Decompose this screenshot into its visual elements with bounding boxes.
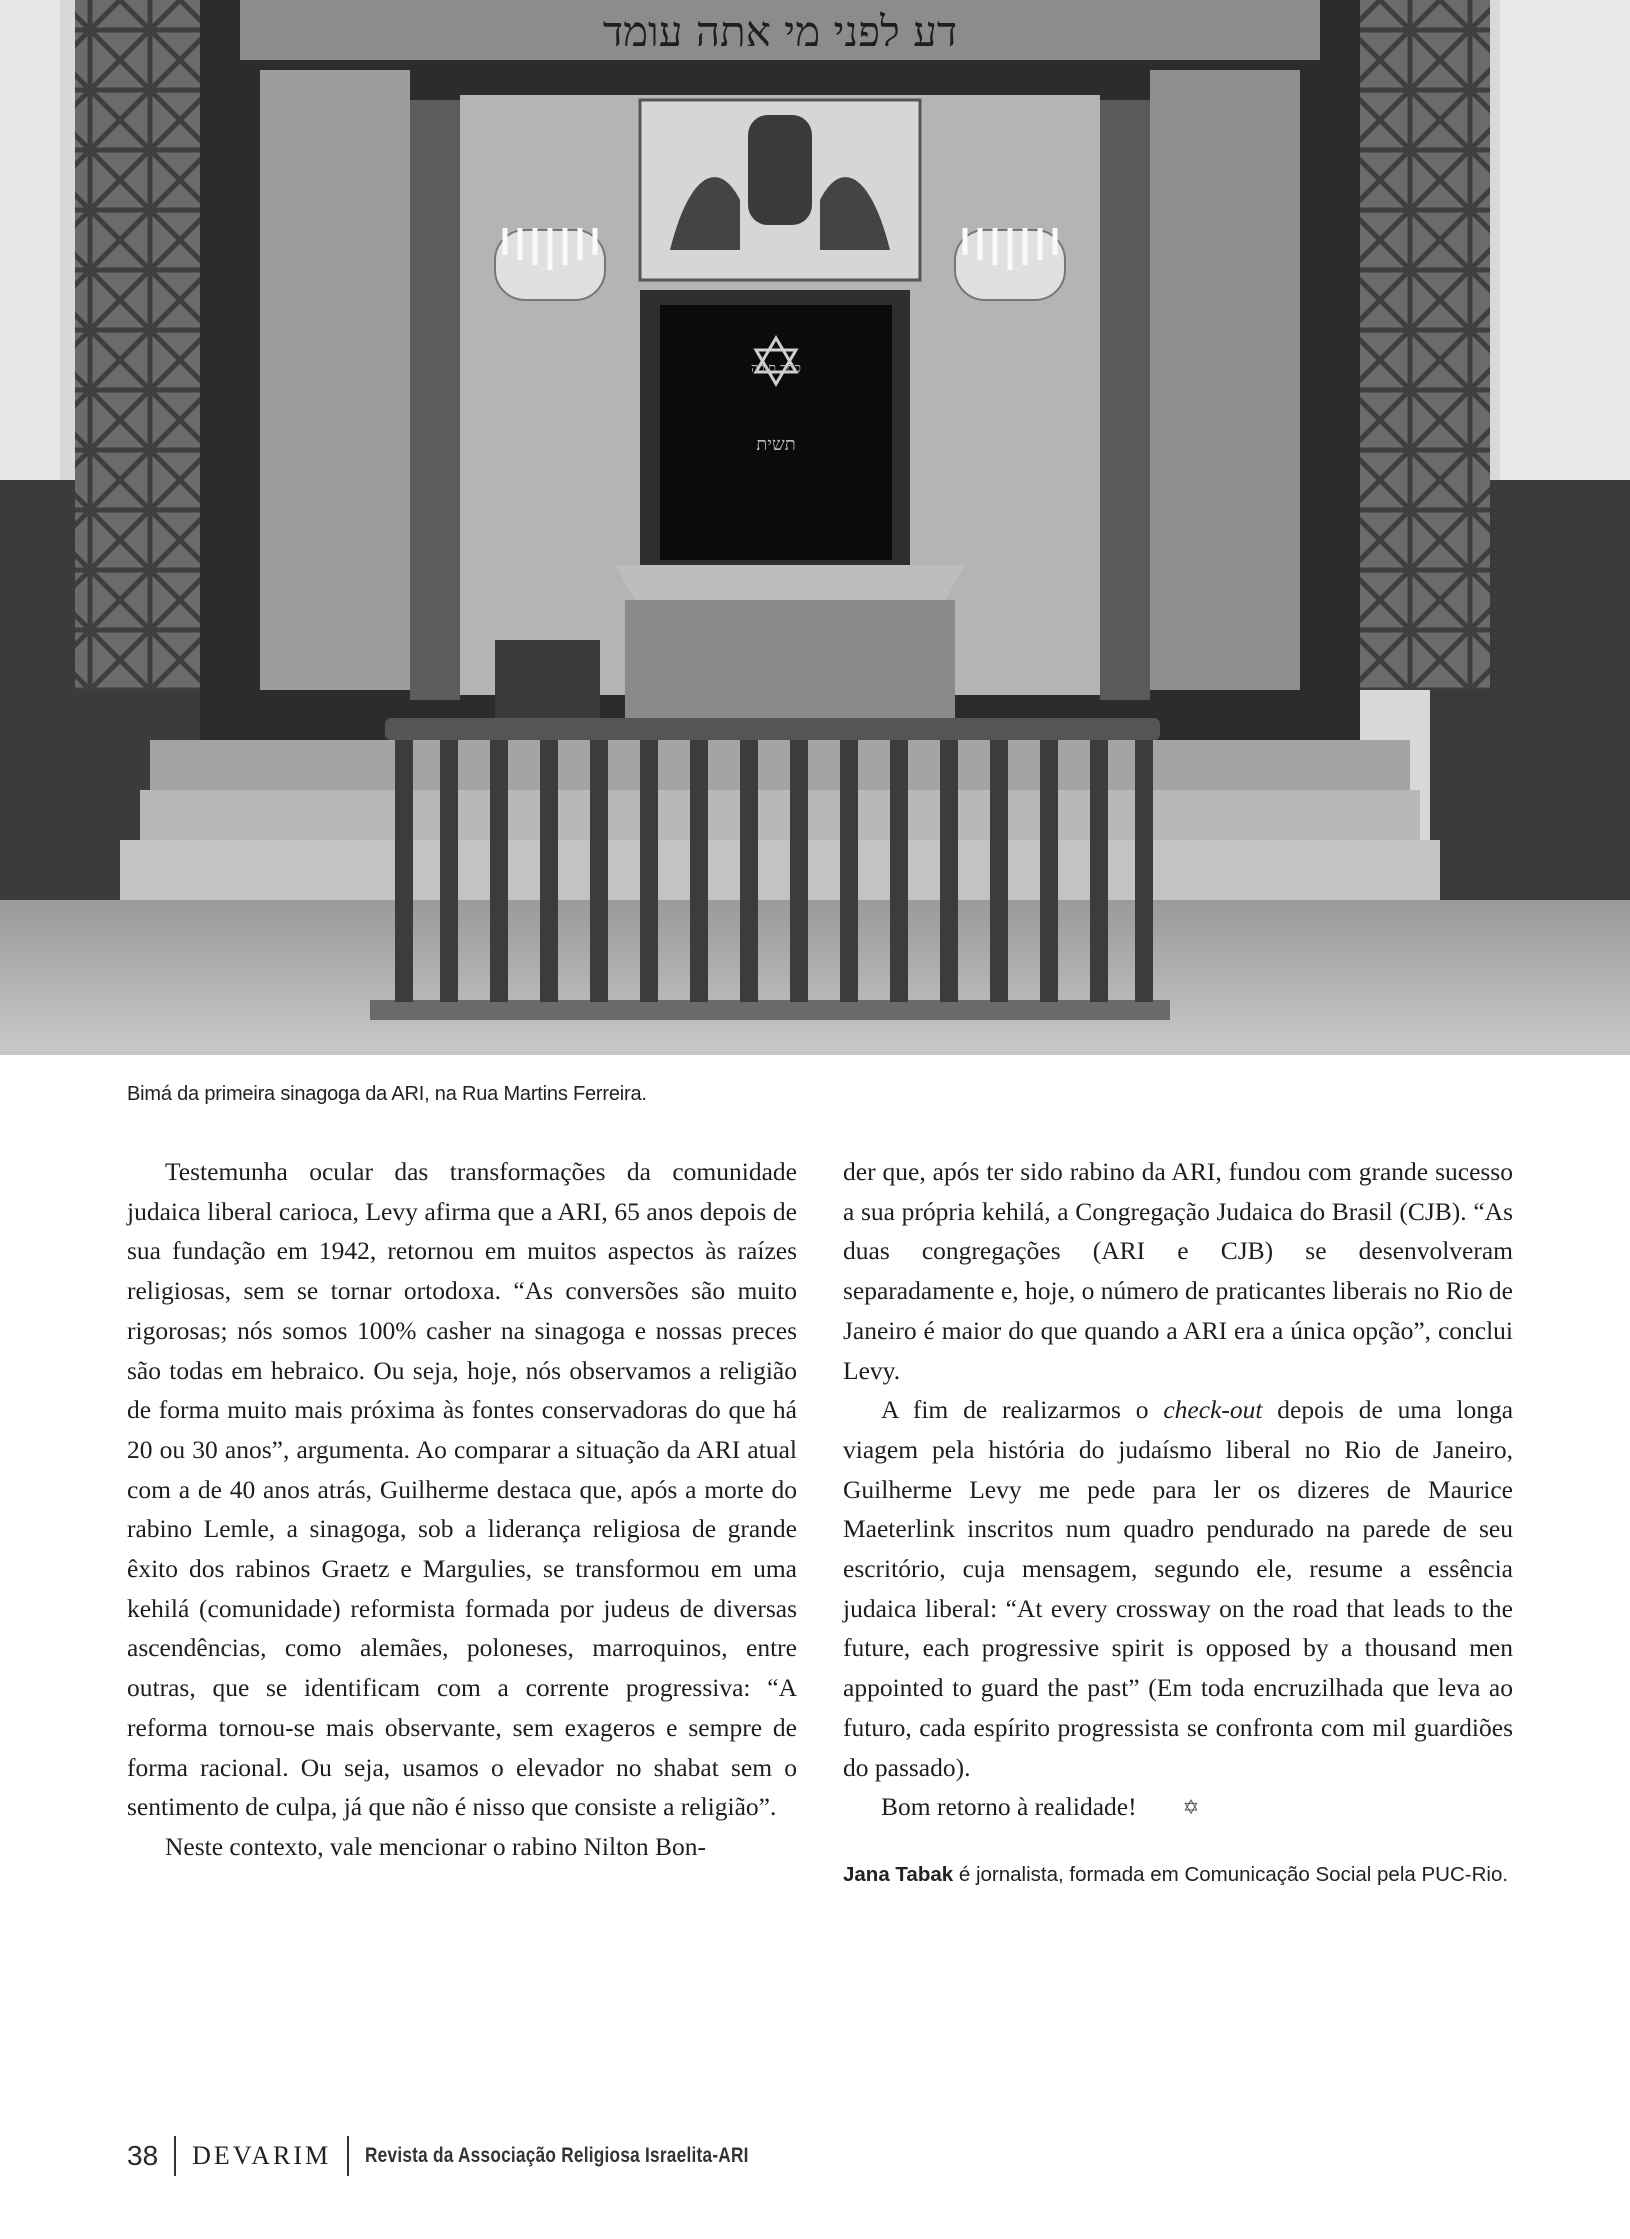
ark-text: כתר תורה bbox=[751, 361, 801, 376]
page-number: 38 bbox=[127, 2140, 159, 2171]
author-name: Jana Tabak bbox=[843, 1863, 954, 1886]
article-paragraph: Testemunha ocular das transformações da comunidade judaica liberal carioca, Levy afirma que a ARI, 65 anos depois de sua fundação em 1942, retornou em muitos aspectos às raízes religiosas, sem se tornar ortodoxa. “As conversões são muito rigorosas; nós somos 100% casher na sinagoga e nossas preces são todas em hebraico. Ou seja, hoje, nós observamos a religião de forma muito mais próxima às fontes conservadoras do que há 20 ou 30 anos”, argumenta. Ao comparar a situação da ARI atual com a de 40 anos atrás, Guilherme destaca que, após a morte do rabino Lemle, a sinagoga, sob a liderança religiosa de grande êxito dos rabinos Graetz e Margulies, se transformou em uma kehilá (comunidade) reformista formada por judeus de diversas ascendências, como alemães, poloneses, marroquinos, entre outras, que se identificam com a corrente progressiva: “A reforma tornou-se mais observante, sem exageros e sempre de forma racional. Ou seja, usamos o elevador no shabat sem o sentimento de culpa, já que não é nisso que consiste a religião”. bbox=[127, 1157, 797, 1822]
photo-caption: Bimá da primeira sinagoga da ARI, na Rua Martins Ferreira. bbox=[127, 1083, 647, 1105]
author-description: é jornalista, formada em Comunicação Social pela PUC-Rio. bbox=[953, 1863, 1509, 1886]
author-bio bbox=[843, 1857, 1513, 1892]
star-of-david-icon: ✡ bbox=[1182, 1797, 1200, 1820]
ark-year: תשית bbox=[756, 434, 796, 455]
hebrew-inscription: דע לפני מי אתה עומד bbox=[602, 7, 958, 56]
article-paragraph: Neste contexto, vale mencionar o rabino Nilton Bon- bbox=[165, 1831, 707, 1861]
magazine-name: DEVARIM bbox=[192, 2141, 332, 2170]
closing-text: Bom retorno à realidade! bbox=[881, 1792, 1137, 1822]
magazine-subtitle: Revista da Associação Religiosa Israelita-ARI bbox=[365, 2144, 749, 2167]
footer-divider bbox=[174, 2136, 176, 2176]
synagogue-photo bbox=[0, 0, 1630, 1055]
article-paragraph bbox=[843, 1390, 1513, 1787]
article-text: A fim de realizarmos o bbox=[881, 1395, 1164, 1425]
article-column-right bbox=[843, 1152, 1513, 1829]
article-italic-term: check-out bbox=[1163, 1395, 1263, 1425]
article-text: depois de uma longa viagem pela história do judaísmo liberal no Rio de Janeiro, Guilherme Levy me pede para ler os dizeres de Maurice Maeterlink inscritos num quadro pendurado na parede de seu escritório, cuja mensagem, segundo ele, resume a essência judaica liberal: “At every crossway on the road that leads to the future, each progressive spirit is opposed by a thousand men appointed to guard the past” (Em toda encruzilhada que leva ao futuro, cada espírito progressista se confronta com mil guardiões do passado). bbox=[843, 1395, 1514, 1782]
article-closing bbox=[843, 1787, 1513, 1829]
page-footer bbox=[127, 2132, 833, 2180]
article-column-left bbox=[127, 1152, 797, 1867]
article-paragraph: der que, após ter sido rabino da ARI, fundou com grande sucesso a sua própria kehilá, a Congregação Judaica do Brasil (CJB). “As duas congregações (ARI e CJB) se desenvolveram separadamente e, hoje, o número de praticantes liberais no Rio de Janeiro é maior do que quando a ARI era a única opção”, conclui Levy. bbox=[843, 1157, 1513, 1385]
footer-divider bbox=[347, 2136, 349, 2176]
